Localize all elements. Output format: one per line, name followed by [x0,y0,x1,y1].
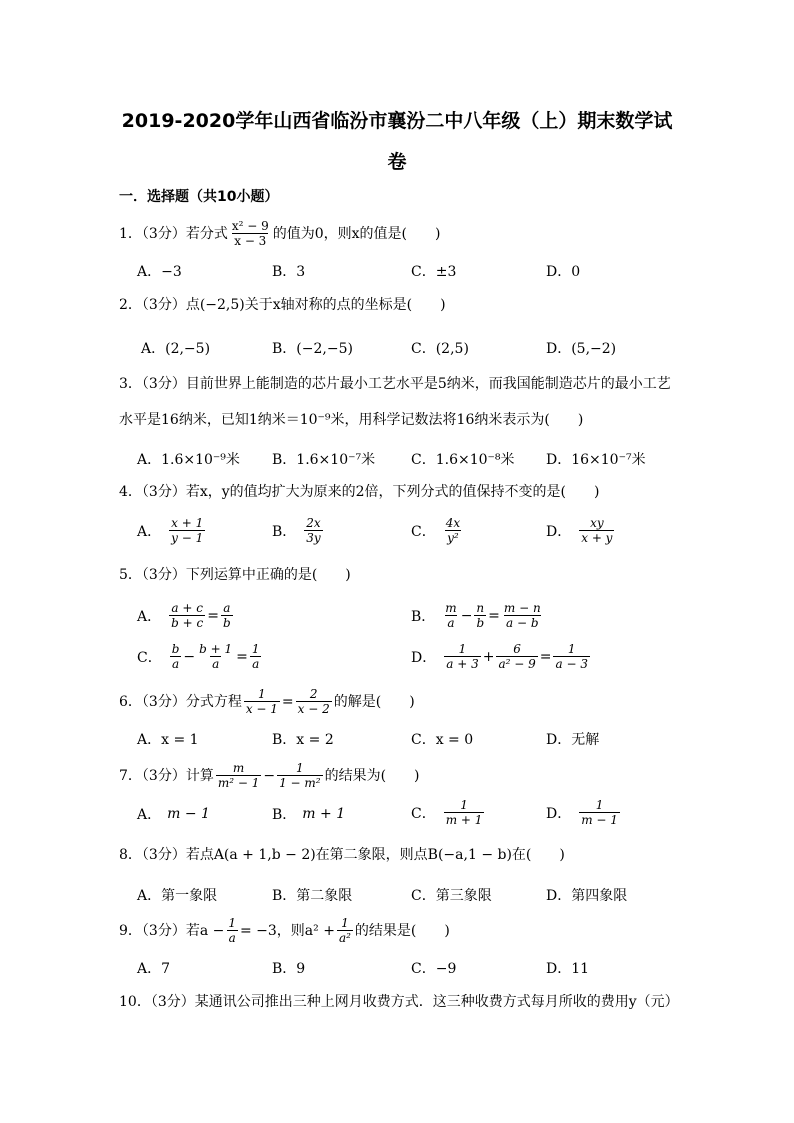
q8-option-d[interactable]: D．第四象限 [546,888,628,904]
q1-fraction: x² − 9 x − 3 [231,219,269,248]
q6-option-c[interactable]: C．x = 0 [411,732,474,748]
q3-option-b[interactable]: B．1.6×10⁻⁷米 [272,452,376,468]
q1-option-a[interactable]: A．−3 [137,264,182,280]
q3-option-a[interactable]: A．1.6×10⁻⁹米 [137,452,240,468]
q7-option-a[interactable]: A． m − 1 [137,806,210,823]
q8-option-b[interactable]: B．第二象限 [272,888,353,904]
question-1: 1．（3分）若分式 x² − 9 x − 3 的值为0，则x的值是( ) [119,219,441,248]
q4-option-b[interactable]: B． 2x 3y [272,516,321,545]
q5-option-c[interactable]: C． b a − $\frac{b + 1}{a}$ = $\frac{1}{a}$ [137,642,260,671]
q7-option-b[interactable]: B． m + 1 [272,806,346,823]
question-10: 10．（3分）某通讯公司推出三种上网月收费方式．这三种收费方式每月所收的费用y（元） [119,994,679,1010]
question-4: 4．（3分）若x，y的值均扩大为原来的2倍，下列分式的值保持不变的是( ) [119,484,600,500]
q5-option-b[interactable]: B． m a − $\frac{n}{b}$ = $\frac{m - n}{a - b}$ [411,601,541,630]
q5-option-d[interactable]: D． 1 a + 3 + $\frac{6}{\text{a² − 9}}$ = $\frac{1}{a - 3}$ [411,642,588,671]
q2-option-c[interactable]: C．(2,5) [411,341,469,357]
question-7: 7．（3分）计算 m m² − 1 − $\frac{1}{\text{1 − m²}}$ 的结果为( ) [119,761,420,790]
section-heading: 一．选择题（共10小题） [119,189,279,205]
q4-option-a[interactable]: A． x + 1 y − 1 [137,516,204,545]
q9-option-a[interactable]: A．7 [137,961,171,977]
q8-option-a[interactable]: A．第一象限 [137,888,218,904]
question-9: 9．（3分）若a − $\frac{1}{a}$ = −3，则a² + $\frac{1}{\text{a²}}$ 的结果是( ) [119,916,450,945]
question-8: 8．（3分）若点A(a + 1,b − 2)在第二象限，则点B(−a,1 − b)在( ) [119,847,565,863]
page-title-line-1: 2019-2020学年山西省临汾市襄汾二中八年级（上）期末数学试 [121,110,673,132]
q2-option-a[interactable]: A．(2,−5) [141,341,211,357]
q6-option-b[interactable]: B．x = 2 [272,732,334,748]
q1-option-d[interactable]: D．0 [546,264,581,280]
q9-option-b[interactable]: B．9 [272,961,306,977]
q8-option-c[interactable]: C．第三象限 [411,888,492,904]
question-3-line-2: 水平是16纳米，已知1纳米＝10⁻⁹米，用科学记数法将16纳米表示为( ) [119,412,584,428]
q9-option-c[interactable]: C．−9 [411,961,457,977]
question-2: 2．（3分）点(−2,5)关于x轴对称的点的坐标是( ) [119,297,446,313]
q7-option-c[interactable]: C． 1 m + 1 [411,798,483,827]
q6-option-d[interactable]: D．无解 [546,732,600,748]
page-title-line-2: 卷 [387,151,407,173]
q4-option-d[interactable]: D． xy x + y [546,516,613,545]
q2-option-b[interactable]: B．(−2,−5) [272,341,353,357]
q4-option-c[interactable]: C． 4x y² [411,516,461,545]
q3-option-c[interactable]: C．1.6×10⁻⁸米 [411,452,515,468]
question-6: 6．（3分）分式方程 $\frac{1}{x - 1}$ = $\frac{2}{x - 2}$ 的解是( ) [119,687,415,716]
q1-option-b[interactable]: B．3 [272,264,306,280]
q2-option-d[interactable]: D．(5,−2) [546,341,617,357]
q1-option-c[interactable]: C．±3 [411,264,457,280]
question-3-line-1: 3．（3分）目前世界上能制造的芯片最小工艺水平是5纳米，而我国能制造芯片的最小工艺 [119,376,671,392]
q9-option-d[interactable]: D．11 [546,961,590,977]
question-5: 5．（3分）下列运算中正确的是( ) [119,567,351,583]
q5-option-a[interactable]: A． $\frac{a + c}{b + c}$ = $\frac{a}{b}$ [137,601,231,630]
q3-option-d[interactable]: D．16×10⁻⁷米 [546,452,646,468]
q6-option-a[interactable]: A．x = 1 [137,732,199,748]
q7-option-d[interactable]: D． 1 m − 1 [546,798,618,827]
